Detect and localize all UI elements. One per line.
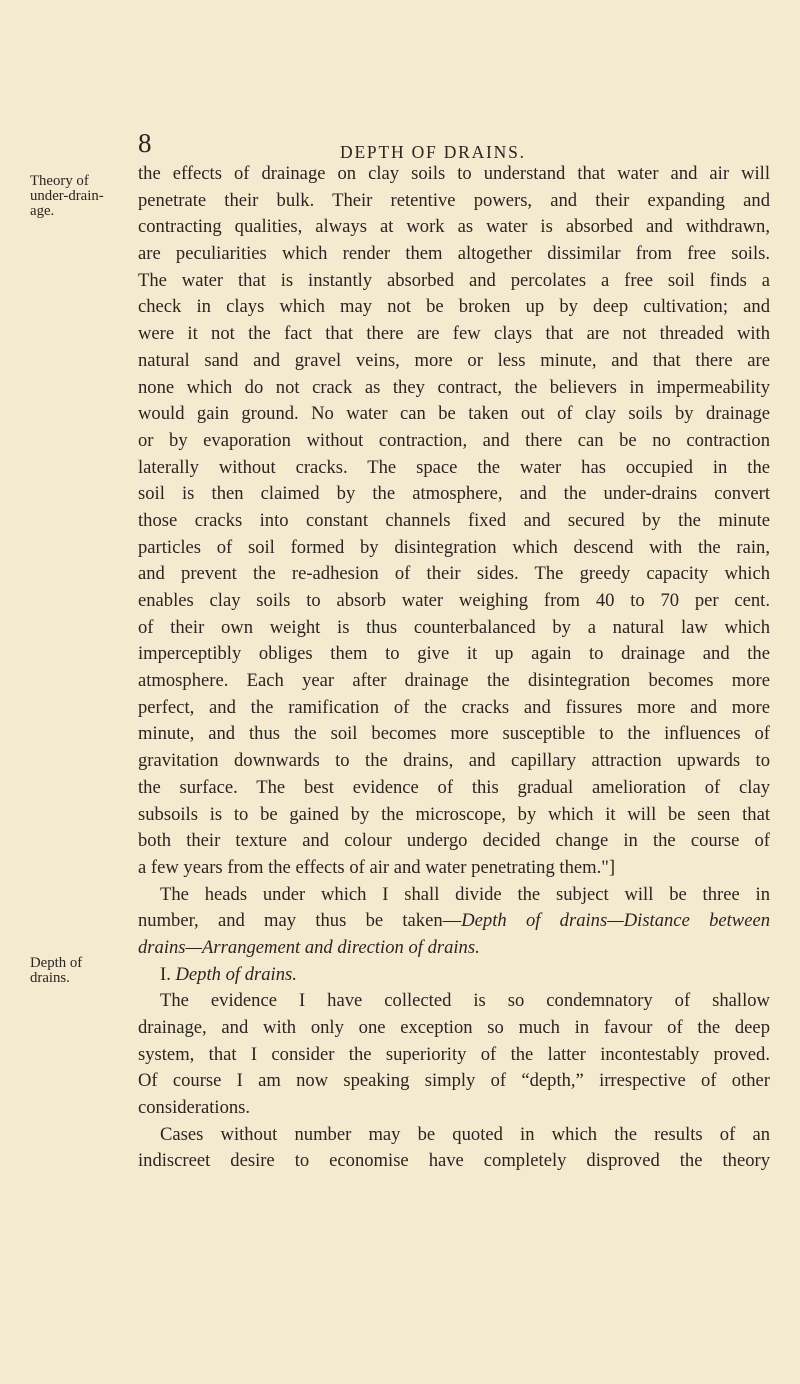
text-line: a few years from the effects of air and water penetrating them."]: [138, 856, 616, 878]
margin-note-line: age.: [30, 203, 55, 219]
text-line: would gain ground. No water can be taken out of clay soils by drainage: [138, 403, 770, 425]
text-line: laterally without cracks. The space the water has occupied in the: [138, 456, 770, 478]
section-numeral: I.: [160, 963, 171, 985]
text-line: [138, 908, 770, 935]
margin-note-line: Depth of: [30, 955, 83, 971]
text-line: [138, 935, 770, 962]
text-line: gravitation downwards to the drains, and capillary attraction upwards to: [138, 750, 770, 772]
text-line: minute, and thus the soil becomes more susceptible to the influences of: [138, 723, 770, 745]
margin-note-theory: [30, 174, 130, 219]
text-line: The water that is instantly absorbed and percolates a free soil finds a: [138, 269, 770, 291]
text-line: indiscreet desire to economise have completely disproved the theory: [138, 1150, 770, 1172]
text-line: The evidence I have collected is so condemnatory of shallow: [160, 990, 770, 1012]
text-line: the surface. The best evidence of this gradual amelioration of clay: [138, 776, 770, 798]
text-line: Cases without number may be quoted in which the results of an: [160, 1123, 770, 1145]
margin-note-depth: [30, 956, 130, 986]
text-line: subsoils is to be gained by the microscope, by which it will be seen that: [138, 803, 770, 825]
text-line: contracting qualities, always at work as water is absorbed and withdrawn,: [138, 216, 770, 238]
page-number: 8: [138, 128, 152, 158]
italic-run: Depth of drains—Distance between: [461, 910, 770, 932]
text-line: perfect, and the ramification of the cracks and fissures more and more: [138, 696, 770, 718]
text-line: both their texture and colour undergo decided change in the course of: [138, 830, 770, 852]
margin-note-line: drains.: [30, 970, 70, 986]
text-line: and prevent the re-adhesion of their sides. The greedy capacity which: [138, 563, 770, 585]
body-text: [138, 161, 770, 1175]
text-line: penetrate their bulk. Their retentive powers, and their expanding and: [138, 189, 770, 211]
text-line: considerations.: [138, 1097, 251, 1119]
margin-note-line: under-drain-: [30, 188, 104, 204]
text-line: are peculiarities which render them altogether dissimilar from free soils.: [138, 243, 770, 265]
text-line: imperceptibly obliges them to give it up again to drainage and the: [138, 643, 770, 665]
text-line: Of course I am now speaking simply of “depth,” irrespective of other: [138, 1070, 770, 1092]
text-line: check in clays which may not be broken up by deep cultivation; and: [138, 296, 770, 318]
text-line: enables clay soils to absorb water weighing from 40 to 70 per cent.: [138, 590, 770, 611]
text-run: number, and may thus be taken—: [138, 910, 462, 932]
section-heading: [138, 962, 770, 989]
text-line: drainage, and with only one exception so much in favour of the deep: [138, 1017, 770, 1038]
italic-run: drains—Arrangement and direction of drains.: [138, 936, 480, 958]
section-title: Depth of drains.: [175, 963, 297, 985]
text-line: were it not the fact that there are few clays that are not threaded with: [138, 323, 770, 345]
text-line: or by evaporation without contraction, and there can be no contraction: [138, 429, 770, 451]
running-title: DEPTH OF DRAINS.: [340, 142, 526, 162]
text-line: system, that I consider the superiority of the latter incontestably proved.: [138, 1043, 770, 1065]
text-line: of their own weight is thus counterbalanced by a natural law which: [138, 616, 770, 638]
text-line: The heads under which I shall divide the subject will be three in: [160, 883, 770, 905]
text-line: the effects of drainage on clay soils to understand that water and air will: [138, 163, 770, 184]
text-line: natural sand and gravel veins, more or less minute, and that there are: [138, 349, 770, 371]
text-line: those cracks into constant channels fixed and secured by the minute: [138, 509, 770, 531]
text-line: soil is then claimed by the atmosphere, and the under-drains convert: [138, 483, 770, 505]
text-line: atmosphere. Each year after drainage the disintegration becomes more: [138, 670, 770, 692]
margin-note-line: Theory of: [30, 173, 89, 189]
text-line: particles of soil formed by disintegration which descend with the rain,: [138, 536, 770, 558]
text-line: none which do not crack as they contract, the believers in impermeability: [138, 376, 770, 398]
